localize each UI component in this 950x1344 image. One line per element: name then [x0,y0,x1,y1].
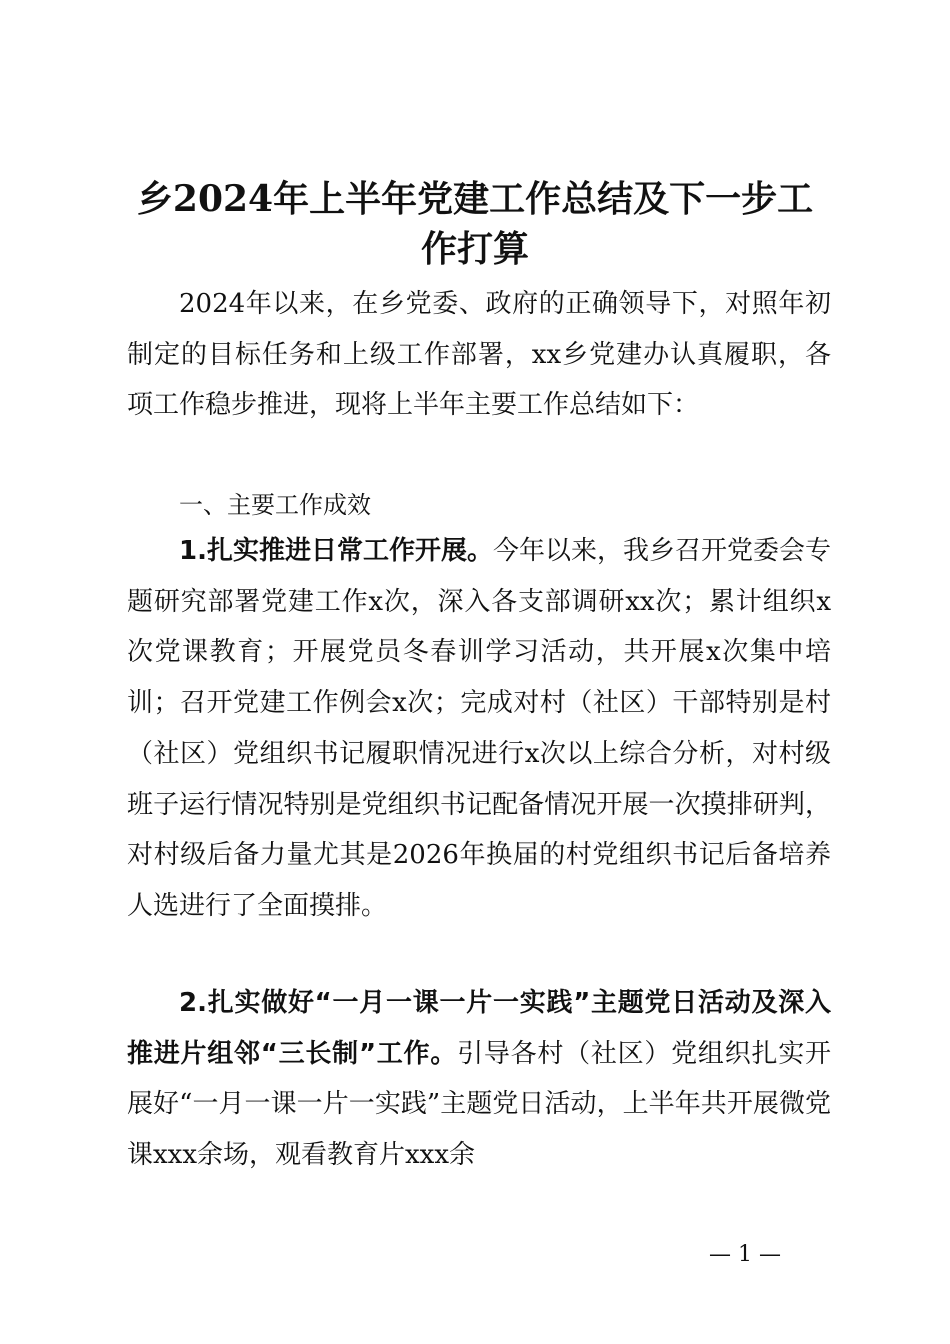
item2-lead: 2.扎实做好“一月一课一片一实践”主题党日活动及深入推进片组邻“三长制”工作。 [127,988,831,1069]
document-title: 乡2024年上半年党建工作总结及下一步工作打算 [136,178,814,270]
item1-lead: 1.扎实推进日常工作开展。 [179,536,493,566]
intro-paragraph: 2024年以来，在乡党委、政府的正确领导下，对照年初制定的目标任务和上级工作部署，xx乡党建办认真履职，各项工作稳步推进，现将上半年主要工作总结如下： [127,289,831,421]
item2-paragraph [127,978,831,1181]
item1-paragraph [127,526,831,932]
page-number: — 1 — [709,1242,781,1267]
section-heading: 一、主要工作成效 [179,491,371,519]
item2-text: 引导各村（社区）党组织扎实开展好“一月一课一片一实践”主题党日活动，上半年共开展微党课xxx余场，观看教育片xxx余 [127,1038,831,1171]
item1-text: 今年以来，我乡召开党委会专题研究部署党建工作x次，深入各支部调研xx次；累计组织x次党课教育；开展党员冬春训学习活动，共开展x次集中培训；召开党建工作例会x次；完成对村（社区）干部特别是村（社区）党组织书记履职情况进行x次以上综合分析，对村级班子运行情况特别是党组织书记配备情况开展一次摸排研判，对村级后备力量尤其是2026年换届的村党组织书记后备培养人选进行了全面摸排。 [127,536,831,921]
